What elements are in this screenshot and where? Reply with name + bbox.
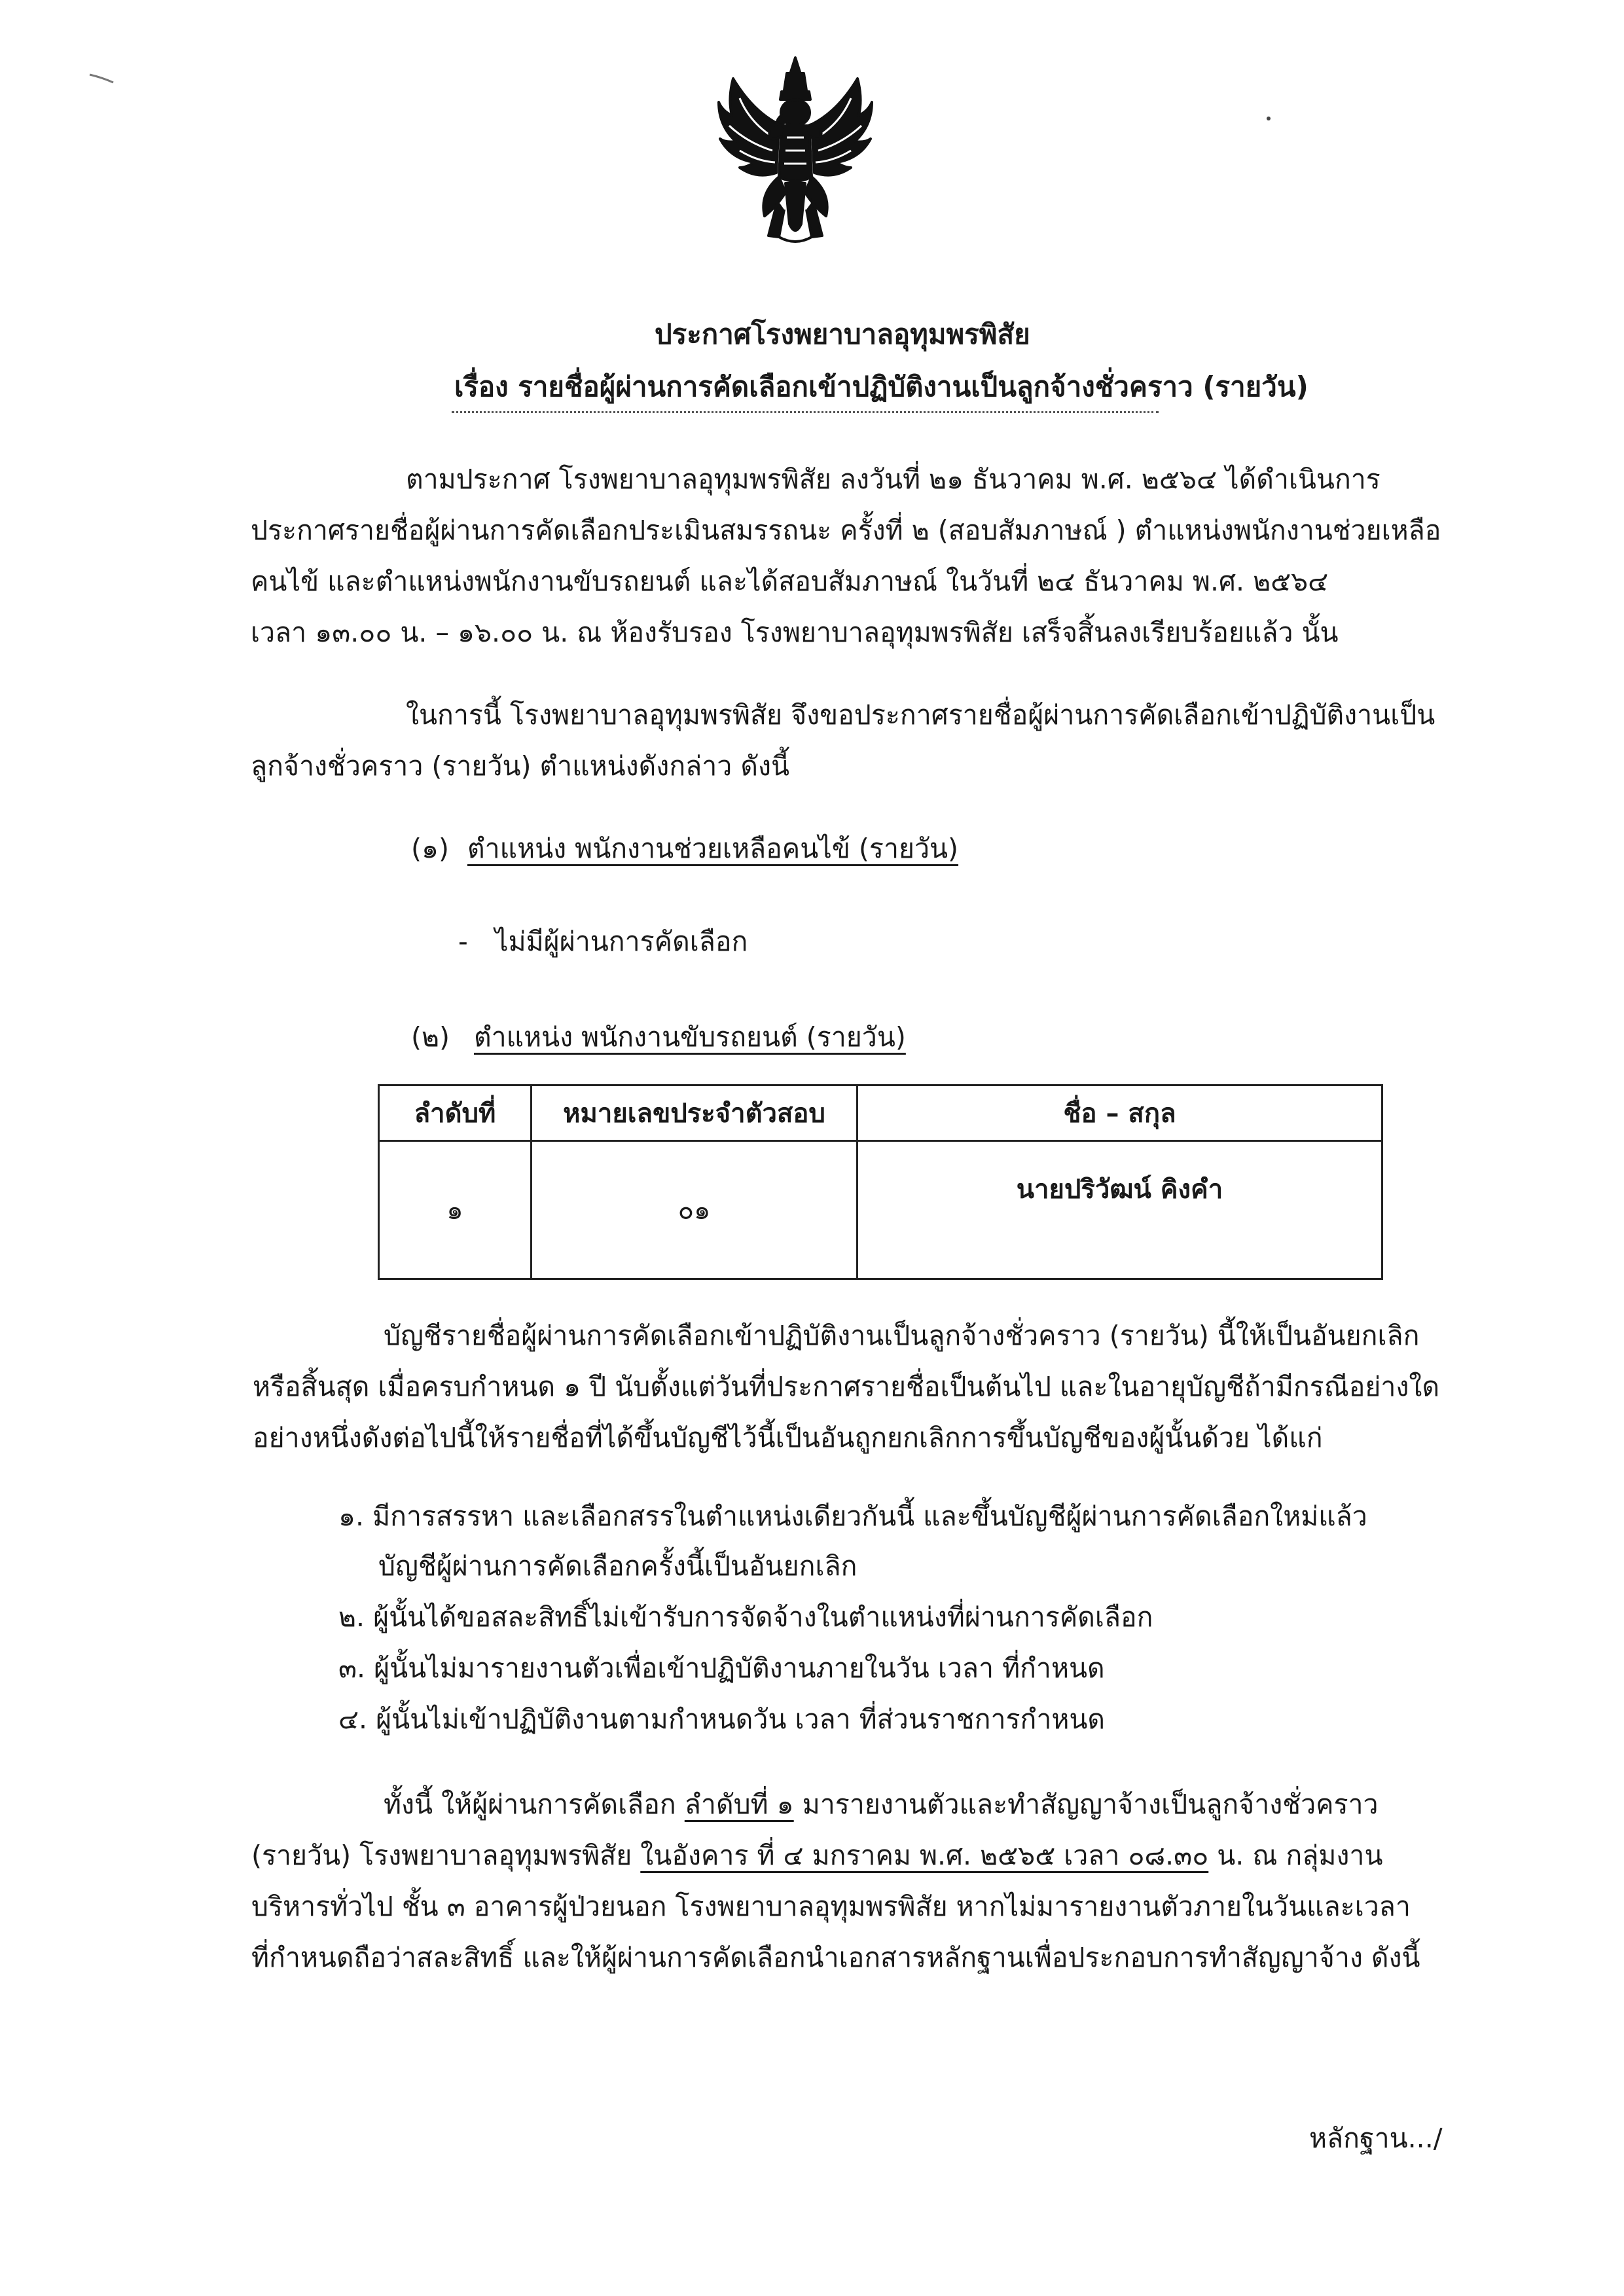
scan-dot-mark — [1267, 117, 1271, 120]
paragraph-4-line-1 — [384, 1791, 1379, 1818]
condition-4: ๔. ผู้นั้นไม่เข้าปฏิบัติงานตามกำหนดวัน เวลา ที่ส่วนราชการกำหนด — [338, 1704, 1106, 1735]
paragraph-3-line-3: อย่างหนึ่งดังต่อไปนี้ให้รายชื่อที่ได้ขึ้นบัญชีไว้นี้เป็นอันถูกยกเลิกการขึ้นบัญชีของผู้นั้นด้วย ได้แก่ — [253, 1422, 1323, 1453]
paragraph-4-line-1-start: ทั้งนี้ ให้ผู้ผ่านการคัดเลือก — [384, 1789, 685, 1820]
paragraph-4-line-4: ที่กำหนดถือว่าสละสิทธิ์ และให้ผู้ผ่านการคัดเลือกนำเอกสารหลักฐานเพื่อประกอบการทำสัญญาจ้าง ดังนี้ — [251, 1942, 1420, 1973]
position-1-dash: - — [458, 926, 468, 957]
paragraph-1-line-2: ประกาศรายชื่อผู้ผ่านการคัดเลือกประเมินสมรรถนะ ครั้งที่ ๒ (สอบสัมภาษณ์ ) ตำแหน่งพนักงานช่วยเหลือ — [251, 515, 1441, 546]
paragraph-4-order-highlight: ลำดับที่ ๑ — [684, 1789, 794, 1820]
paragraph-3-line-1: บัญชีรายชื่อผู้ผ่านการคัดเลือกเข้าปฏิบัติงานเป็นลูกจ้างชั่วคราว (รายวัน) นี้ให้เป็นอันยกเลิก — [384, 1320, 1420, 1351]
paragraph-4-line-3: บริหารทั่วไป ชั้น ๓ อาคารผู้ป่วยนอก โรงพยาบาลอุทุมพรพิสัย หากไม่มารายงานตัวภายในวันและเวลา — [251, 1891, 1411, 1922]
title-divider — [452, 411, 1159, 413]
garuda-emblem-icon — [713, 52, 877, 249]
position-2-number: (๒) — [411, 1021, 450, 1053]
condition-1-continued: บัญชีผู้ผ่านการคัดเลือกครั้งนี้เป็นอันยกเลิก — [378, 1550, 857, 1582]
paragraph-4-line-2 — [251, 1842, 1382, 1869]
header-full-name: ชื่อ – สกุล — [857, 1085, 1382, 1141]
table-row — [379, 1141, 1382, 1279]
scan-margin-mark — [88, 72, 115, 84]
paragraph-4-line-2-end: น. ณ กลุ่มงาน — [1208, 1840, 1383, 1871]
page-continuation: หลักฐาน.../ — [1309, 2123, 1443, 2154]
cell-order: ๑ — [379, 1141, 532, 1279]
position-1-number: (๑) — [411, 833, 450, 864]
table-header-row — [379, 1085, 1382, 1141]
condition-1: ๑. มีการสรรหา และเลือกสรรในตำแหน่งเดียวกันนี้ และขึ้นบัญชีผู้ผ่านการคัดเลือกใหม่แล้ว — [338, 1501, 1367, 1532]
cell-full-name: นายปริวัฒน์ คิงคำ — [857, 1141, 1382, 1279]
announcement-subject: เรื่อง รายชื่อผู้ผ่านการคัดเลือกเข้าปฏิบัติงานเป็นลูกจ้างชั่วคราว (รายวัน) — [454, 371, 1308, 403]
paragraph-4-line-2-start: (รายวัน) โรงพยาบาลอุทุมพรพิสัย — [251, 1840, 641, 1871]
header-exam-number: หมายเลขประจำตัวสอบ — [532, 1085, 857, 1141]
cell-exam-number: ๐๑ — [532, 1141, 857, 1279]
position-1-no-candidate: ไม่มีผู้ผ่านการคัดเลือก — [495, 926, 748, 957]
paragraph-4-date-highlight: ในอังคาร ที่ ๔ มกราคม พ.ศ. ๒๕๖๕ เวลา ๐๘.๓๐ — [640, 1840, 1209, 1871]
position-1-title: ตำแหน่ง พนักงานช่วยเหลือคนไข้ (รายวัน) — [467, 833, 959, 864]
condition-2: ๒. ผู้นั้นได้ขอสละสิทธิ์ไม่เข้ารับการจัดจ้างในตำแหน่งที่ผ่านการคัดเลือก — [338, 1601, 1153, 1633]
paragraph-1-line-3: คนไข้ และตำแหน่งพนักงานขับรถยนต์ และได้สอบสัมภาษณ์ ในวันที่ ๒๔ ธันวาคม พ.ศ. ๒๕๖๔ — [251, 566, 1329, 597]
header-order: ลำดับที่ — [379, 1085, 532, 1141]
selection-results-table — [378, 1084, 1383, 1280]
condition-3: ๓. ผู้นั้นไม่มารายงานตัวเพื่อเข้าปฏิบัติงานภายในวัน เวลา ที่กำหนด — [338, 1652, 1105, 1684]
position-2-title: ตำแหน่ง พนักงานขับรถยนต์ (รายวัน) — [474, 1021, 906, 1053]
paragraph-1-line-1: ตามประกาศ โรงพยาบาลอุทุมพรพิสัย ลงวันที่ ๒๑ ธันวาคม พ.ศ. ๒๕๖๔ ได้ดำเนินการ — [406, 464, 1380, 495]
paragraph-2-line-2: ลูกจ้างชั่วคราว (รายวัน) ตำแหน่งดังกล่าว ดังนี้ — [251, 750, 790, 782]
paragraph-3-line-2: หรือสิ้นสุด เมื่อครบกำหนด ๑ ปี นับตั้งแต่วันที่ประกาศรายชื่อเป็นต้นไป และในอายุบัญชีถ้ามีกรณีอย่างใด — [253, 1371, 1440, 1402]
paragraph-2-line-1: ในการนี้ โรงพยาบาลอุทุมพรพิสัย จึงขอประกาศรายชื่อผู้ผ่านการคัดเลือกเข้าปฏิบัติงานเป็น — [406, 699, 1435, 731]
paragraph-4-line-1-end: มารายงานตัวและทำสัญญาจ้างเป็นลูกจ้างชั่วคราว — [793, 1789, 1379, 1820]
announcement-title: ประกาศโรงพยาบาลอุทุมพรพิสัย — [655, 318, 1030, 350]
paragraph-1-line-4: เวลา ๑๓.๐๐ น. – ๑๖.๐๐ น. ณ ห้องรับรอง โรงพยาบาลอุทุมพรพิสัย เสร็จสิ้นลงเรียบร้อยแล้ว นั้น — [251, 617, 1339, 648]
